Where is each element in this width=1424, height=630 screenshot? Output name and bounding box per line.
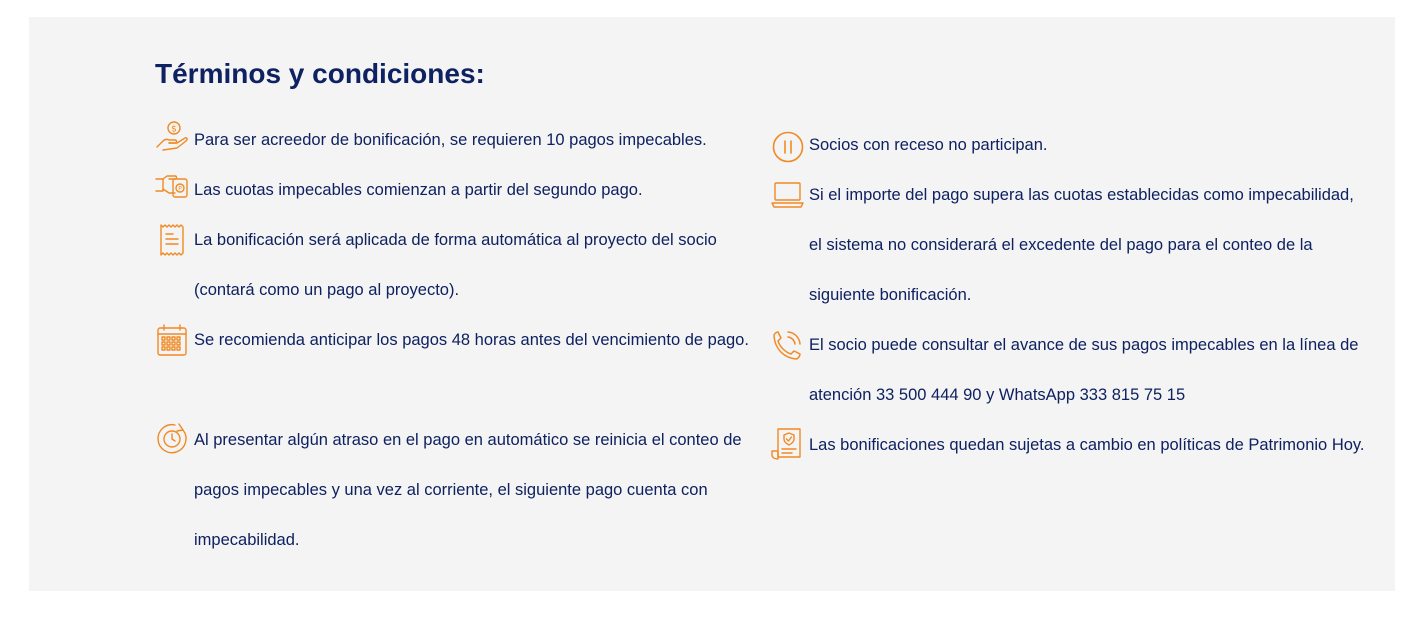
pause-icon bbox=[770, 130, 804, 164]
list-item: $ Para ser acreedor de bonificación, se requieren 10 pagos impecables. bbox=[155, 115, 755, 165]
list-item: Si el importe del pago supera las cuotas establecidas como impecabilidad, el sistema no considerará el excedente del pago para el conteo de la siguiente bonificación. bbox=[770, 170, 1370, 320]
laptop-icon bbox=[770, 179, 804, 213]
list-item: Al presentar algún atraso en el pago en automático se reinicia el conteo de pagos impecables y una vez al corriente, el siguiente pago cuenta con impecabilidad. bbox=[155, 415, 755, 565]
list-item: P Las cuotas impecables comienzan a partir del segundo pago. bbox=[155, 165, 755, 215]
page-title: Términos y condiciones: bbox=[155, 58, 485, 89]
list-item: Socios con receso no participan. bbox=[770, 120, 1370, 170]
list-item: El socio puede consultar el avance de sus pagos impecables en la línea de atención 33 500 444 90 y WhatsApp 333 815 75 15 bbox=[770, 320, 1370, 420]
svg-text:P: P bbox=[178, 185, 182, 193]
certificate-icon bbox=[770, 427, 804, 461]
calendar-icon bbox=[155, 323, 189, 357]
svg-text:$: $ bbox=[171, 124, 177, 135]
clock-reset-icon bbox=[155, 422, 189, 456]
list-item: La bonificación será aplicada de forma automática al proyecto del socio (contará como un pago al proyecto). bbox=[155, 215, 755, 315]
receipt-icon bbox=[155, 223, 189, 257]
hand-coin-icon bbox=[155, 119, 189, 153]
hand-payment-icon bbox=[155, 171, 189, 205]
phone-icon bbox=[770, 329, 804, 363]
list-item: Se recomienda anticipar los pagos 48 horas antes del vencimiento de pago. bbox=[155, 315, 755, 415]
list-item: Las bonificaciones quedan sujetas a cambio en políticas de Patrimonio Hoy. bbox=[770, 420, 1370, 520]
